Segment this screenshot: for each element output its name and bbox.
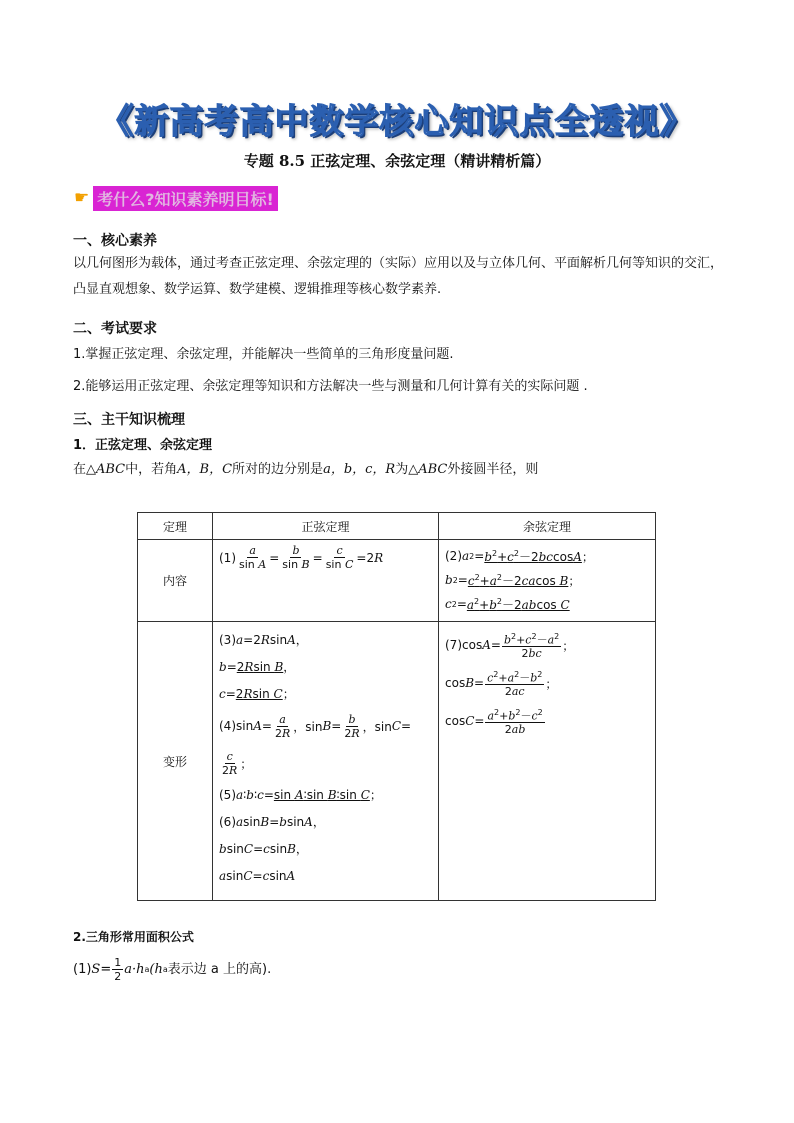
intro-var: ABC — [418, 462, 448, 477]
area-var: a·h — [124, 961, 145, 977]
paragraph-core-literacy: 以几何图形为载体，通过考查正弦定理、余弦定理的（实际）应用以及与立体几何、平面解析几何等知识的交汇，凸显直观想象、数学运算、数学建模、逻辑推理等核心数学素养. — [73, 256, 724, 297]
area-var: S — [91, 961, 101, 977]
intro-text: 中，若角 — [125, 462, 178, 477]
sine-law-formula: (1) $\frac{a}{\text{sin A}}$ = $\frac{b}{\text{sin B}}$ = $\frac{c}{\text{sin C}}$ =2 R — [219, 544, 384, 571]
cosine-law-c: c 2 = $a^2+b^2-2abcos$ C — [445, 596, 570, 612]
intro-text: 所对的边分别是 — [232, 462, 324, 477]
theorem-table — [137, 512, 656, 901]
area-sub: a — [162, 964, 168, 974]
area-text: = — [100, 961, 112, 977]
cosine-law-variants — [439, 622, 656, 901]
variant-4: (4)sin A = $\frac{a}{2R}$ ，sin B = $\frac{b}{2R}$ ，sin C = — [219, 712, 412, 740]
row-label-variants: 变形 — [138, 622, 213, 901]
intro-var: a，b，c，R — [323, 462, 396, 477]
variant-6b: b sin C = c sin B ， — [219, 841, 308, 856]
variant-3b: b = 2Rsin B ， — [219, 659, 296, 674]
variant-6c: a sin C = c sin A — [219, 868, 296, 883]
variant-4c: $\frac{c}{2R}$ ； — [222, 749, 253, 777]
subheading-sine-cosine: 1．正弦定理、余弦定理 — [73, 438, 213, 453]
requirement-1: 1.掌握正弦定理、余弦定理，并能解决一些简单的三角形度量问题. — [73, 347, 454, 362]
cosine-law-a: (2) a 2 = $b^2+c^2-2bccosA$ ； — [445, 548, 594, 564]
area-text: (1) — [73, 961, 92, 977]
cosine-law-content — [439, 540, 656, 622]
table-header-sine-law: 正弦定理 — [213, 513, 439, 540]
variant-7b: cos B = $\frac{c^2+a^2-b^2}{2ac}$ ； — [445, 669, 558, 699]
area-var: (h — [149, 961, 163, 977]
variant-6a: (6) a sin B = b sin A ， — [219, 814, 325, 829]
intro-text: 外接圆半径，则 — [447, 462, 539, 477]
variant-7a: (7)cos A = $\frac{b^2+c^2-a^2}{2bc}$ ； — [445, 631, 575, 661]
intro-text: 为△ — [395, 462, 419, 477]
section-tag-row — [74, 186, 278, 210]
heading-area-formulas: 2.三角形常用面积公式 — [73, 930, 194, 944]
area-text: 表示边 a 上的高). — [167, 961, 272, 977]
table-header-cosine-law: 余弦定理 — [439, 513, 656, 540]
pointing-hand-icon: ☛ — [74, 188, 90, 208]
variant-3a: (3) a =2 R sin A ， — [219, 632, 308, 647]
variant-5: (5) a ∶ b ∶ c = sin A∶sin B∶sin C ； — [219, 787, 382, 802]
sine-law-variants — [213, 622, 439, 901]
document-subtitle: 专题 8.5 正弦定理、余弦定理（精讲精析篇） — [243, 152, 551, 170]
heading-exam-requirements: 二、考试要求 — [73, 321, 157, 337]
intro-sentence — [73, 457, 723, 483]
heading-knowledge-review: 三、主干知识梳理 — [73, 412, 185, 428]
cosine-law-b: b 2 = $c^2+a^2-2cacos$ B ； — [445, 572, 581, 588]
intro-var: ABC — [96, 462, 126, 477]
sine-law-content — [213, 540, 439, 622]
intro-text: 在△ — [73, 462, 96, 477]
series-banner: 《新高考高中数学核心知识点全透视》 — [99, 102, 695, 142]
intro-var: A，B，C — [177, 462, 233, 477]
heading-core-literacy: 一、核心素养 — [73, 233, 157, 249]
area-sub: a — [144, 964, 150, 974]
variant-3c: c = 2Rsin C ； — [219, 686, 295, 701]
requirement-2: 2.能够运用正弦定理、余弦定理等知识和方法解决一些与测量和几何计算有关的实际问题 . — [73, 379, 588, 394]
section-tag: 考什么?知识素养明目标! — [93, 186, 278, 211]
area-formula-1 — [73, 956, 723, 983]
row-label-content: 内容 — [138, 540, 213, 622]
half-fraction: $\frac{1}{2}$ — [114, 956, 122, 983]
variant-7c: cos C = $\frac{a^2+b^2-c^2}{2ab}$ — [445, 707, 543, 737]
table-header-theorem: 定理 — [138, 513, 213, 540]
